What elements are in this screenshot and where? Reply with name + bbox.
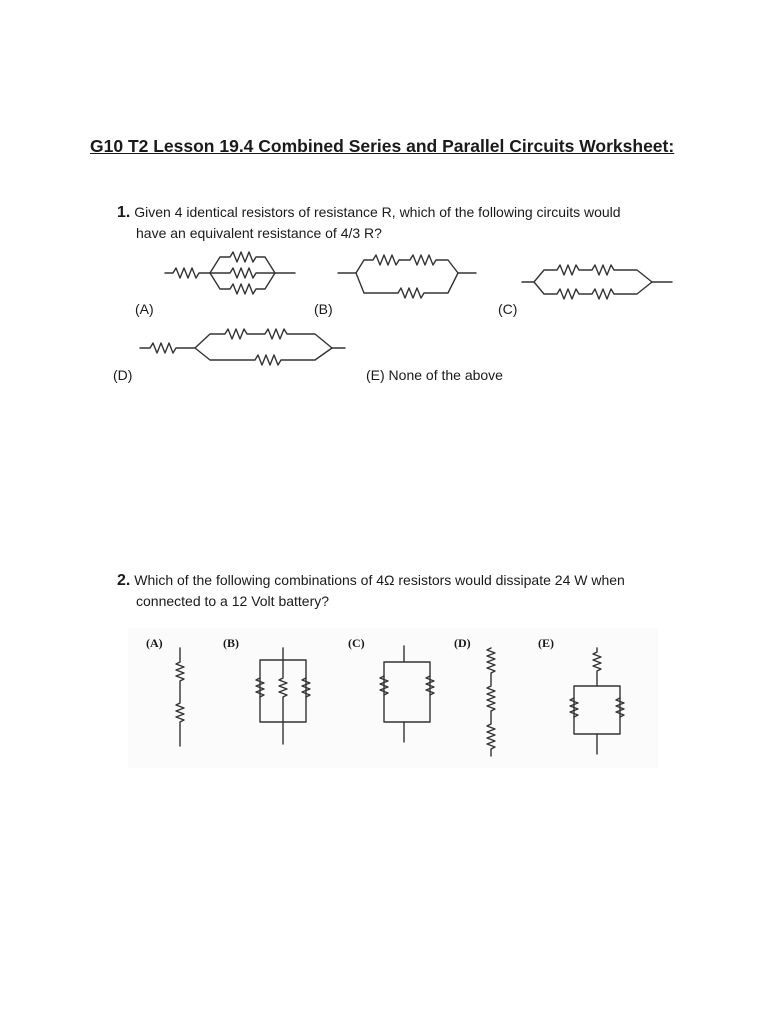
q1-circuit-d (140, 320, 350, 375)
q2-option-b-label: (B) (223, 636, 239, 650)
q1-option-b-label: (B) (314, 301, 333, 317)
q2-option-a-label: (A) (146, 636, 163, 650)
question-2 (117, 570, 677, 611)
q2-circuit-d (481, 648, 501, 758)
question-2-text-line2: connected to a 12 Volt battery? (136, 593, 330, 609)
question-2-text-line1: Which of the following combinations of 4Ω resistors would dissipate 24 W when (134, 572, 625, 588)
question-1 (117, 202, 677, 243)
q2-circuit-c (376, 646, 436, 746)
q1-option-c-label: (C) (498, 301, 518, 317)
q2-option-c-label: (C) (348, 636, 365, 650)
q1-circuit-a (165, 245, 300, 305)
q2-option-e-label: (E) (538, 636, 554, 650)
q1-option-e-label: (E) None of the above (366, 367, 503, 383)
q2-option-d-label: (D) (454, 636, 471, 650)
question-2-number: 2. (117, 572, 131, 589)
question-1-text-line1: Given 4 identical resistors of resistance R, which of the following circuits would (134, 204, 621, 220)
q2-circuit-b (252, 648, 314, 748)
q2-circuit-a (170, 648, 190, 748)
q1-option-d-label: (D) (113, 367, 133, 383)
q1-circuit-b (338, 248, 478, 303)
worksheet-title: G10 T2 Lesson 19.4 Combined Series and Parallel Circuits Worksheet: (90, 136, 675, 156)
q1-option-a-label: (A) (135, 301, 154, 317)
q2-circuit-e (566, 648, 628, 758)
q1-circuit-c (522, 260, 674, 305)
question-1-text-line2: have an equivalent resistance of 4/3 R? (136, 225, 382, 241)
question-1-number: 1. (117, 204, 131, 221)
